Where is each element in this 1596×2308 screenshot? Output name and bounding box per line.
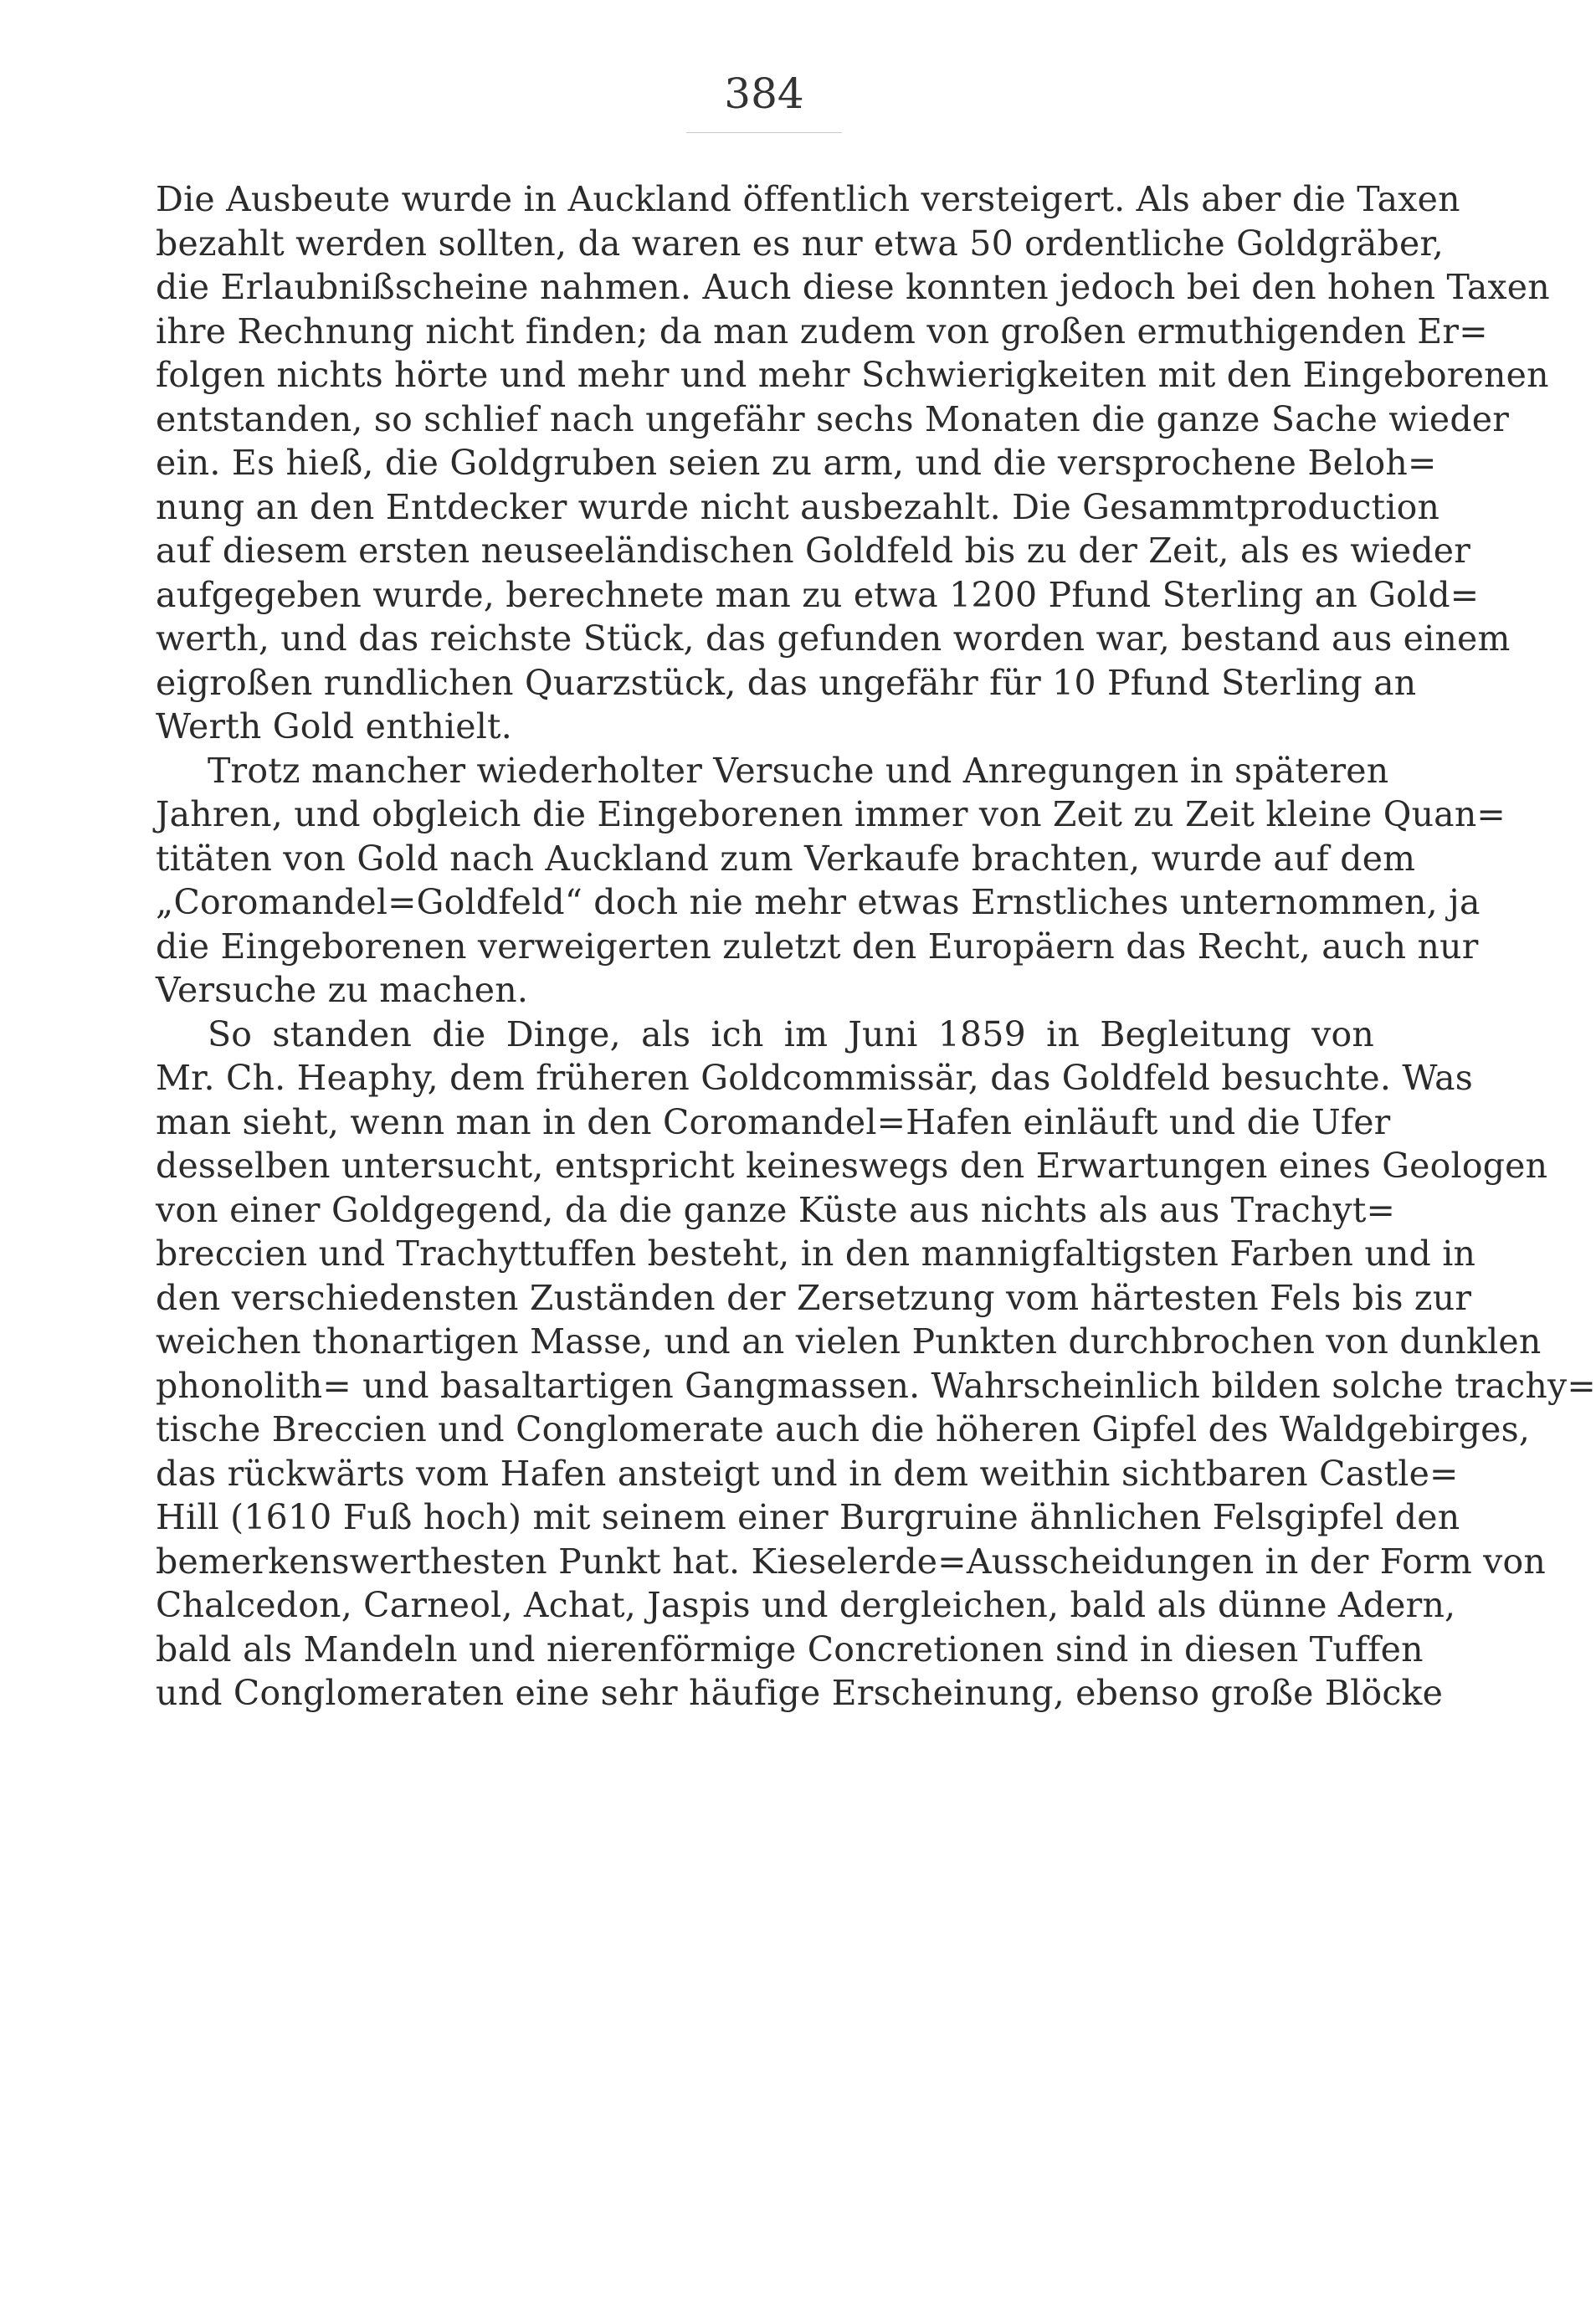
text-line: titäten von Gold nach Auckland zum Verkaufe brachten, wurde auf dem <box>156 838 1416 879</box>
text-line: Chalcedon, Carneol, Achat, Jaspis und dergleichen, bald als dünne Adern, <box>156 1585 1456 1625</box>
text-line: das rückwärts vom Hafen ansteigt und in dem weithin sichtbaren Castle= <box>156 1453 1459 1494</box>
text-line: eigroßen rundlichen Quarzstück, das ungefähr für 10 Pfund Sterling an <box>156 662 1417 703</box>
text-line: den verschiedensten Zuständen der Zersetzung vom härtesten Fels bis zur <box>156 1277 1472 1318</box>
text-line: weichen thonartigen Masse, und an vielen Punkten durchbrochen von dunklen <box>156 1321 1542 1362</box>
text-line: bemerkenswerthesten Punkt hat. Kieselerde=Ausscheidungen in der Form von <box>156 1541 1547 1582</box>
text-line: nung an den Entdecker wurde nicht ausbezahlt. Die Gesammtproduction <box>156 486 1440 527</box>
text-line: die Eingeborenen verweigerten zuletzt den Europäern das Recht, auch nur <box>156 926 1479 967</box>
text-line: entstanden, so schlief nach ungefähr sechs Monaten die ganze Sache wieder <box>156 398 1510 439</box>
page-number: 384 <box>724 69 804 118</box>
text-line: die Erlaubnißscheine nahmen. Auch diese konnten jedoch bei den hohen Taxen <box>156 267 1550 307</box>
text-line: phonolith= und basaltartigen Gangmassen. Wahrscheinlich bilden solche trachy= <box>156 1365 1596 1406</box>
text-line: breccien und Trachyttuffen besteht, in den mannigfaltigsten Farben und in <box>156 1233 1476 1274</box>
text-line: man sieht, wenn man in den Coromandel=Hafen einläuft und die Ufer <box>156 1101 1391 1142</box>
text-line: aufgegeben wurde, berechnete man zu etwa 1200 Pfund Sterling an Gold= <box>156 574 1480 615</box>
text-line: bezahlt werden sollten, da waren es nur etwa 50 ordentliche Goldgräber, <box>156 223 1444 264</box>
text-line: Die Ausbeute wurde in Auckland öffentlich versteigert. Als aber die Taxen <box>156 179 1460 219</box>
text-line: So standen die Dinge, als ich im Juni 1859 in Begleitung von <box>208 1013 1374 1054</box>
header-rule <box>686 132 842 133</box>
text-line: werth, und das reichste Stück, das gefunden worden war, bestand aus einem <box>156 618 1511 659</box>
text-line: auf diesem ersten neuseeländischen Goldfeld bis zu der Zeit, als es wieder <box>156 531 1471 571</box>
text-line: Hill (1610 Fuß hoch) mit seinem einer Burgruine ähnlichen Felsgipfel den <box>156 1497 1460 1537</box>
text-line: bald als Mandeln und nierenförmige Concretionen sind in diesen Tuffen <box>156 1628 1424 1669</box>
body-text <box>156 177 1596 1716</box>
text-line: desselben untersucht, entspricht keineswegs den Erwartungen eines Geologen <box>156 1146 1548 1186</box>
text-line: Werth Gold enthielt. <box>156 706 512 746</box>
text-line: tische Breccien und Conglomerate auch die höheren Gipfel des Waldgebirges, <box>156 1409 1531 1449</box>
text-line: folgen nichts hörte und mehr und mehr Schwierigkeiten mit den Eingeborenen <box>156 355 1549 395</box>
text-line: von einer Goldgegend, da die ganze Küste aus nichts als aus Trachyt= <box>156 1189 1396 1230</box>
text-line: Mr. Ch. Heaphy, dem früheren Goldcommissär, das Goldfeld besuchte. Was <box>156 1058 1474 1098</box>
text-line: „Coromandel=Goldfeld“ doch nie mehr etwas Ernstliches unternommen, ja <box>156 882 1481 922</box>
text-line: Versuche zu machen. <box>156 970 529 1010</box>
text-line: ihre Rechnung nicht finden; da man zudem von großen ermuthigenden Er= <box>156 310 1488 351</box>
text-line: und Conglomeraten eine sehr häufige Erscheinung, ebenso große Blöcke <box>156 1673 1444 1713</box>
text-line: Trotz mancher wiederholter Versuche und Anregungen in späteren <box>208 750 1389 791</box>
text-line: ein. Es hieß, die Goldgruben seien zu arm, und die versprochene Beloh= <box>156 443 1437 483</box>
text-line: Jahren, und obgleich die Eingeborenen immer von Zeit zu Zeit kleine Quan= <box>156 794 1506 834</box>
